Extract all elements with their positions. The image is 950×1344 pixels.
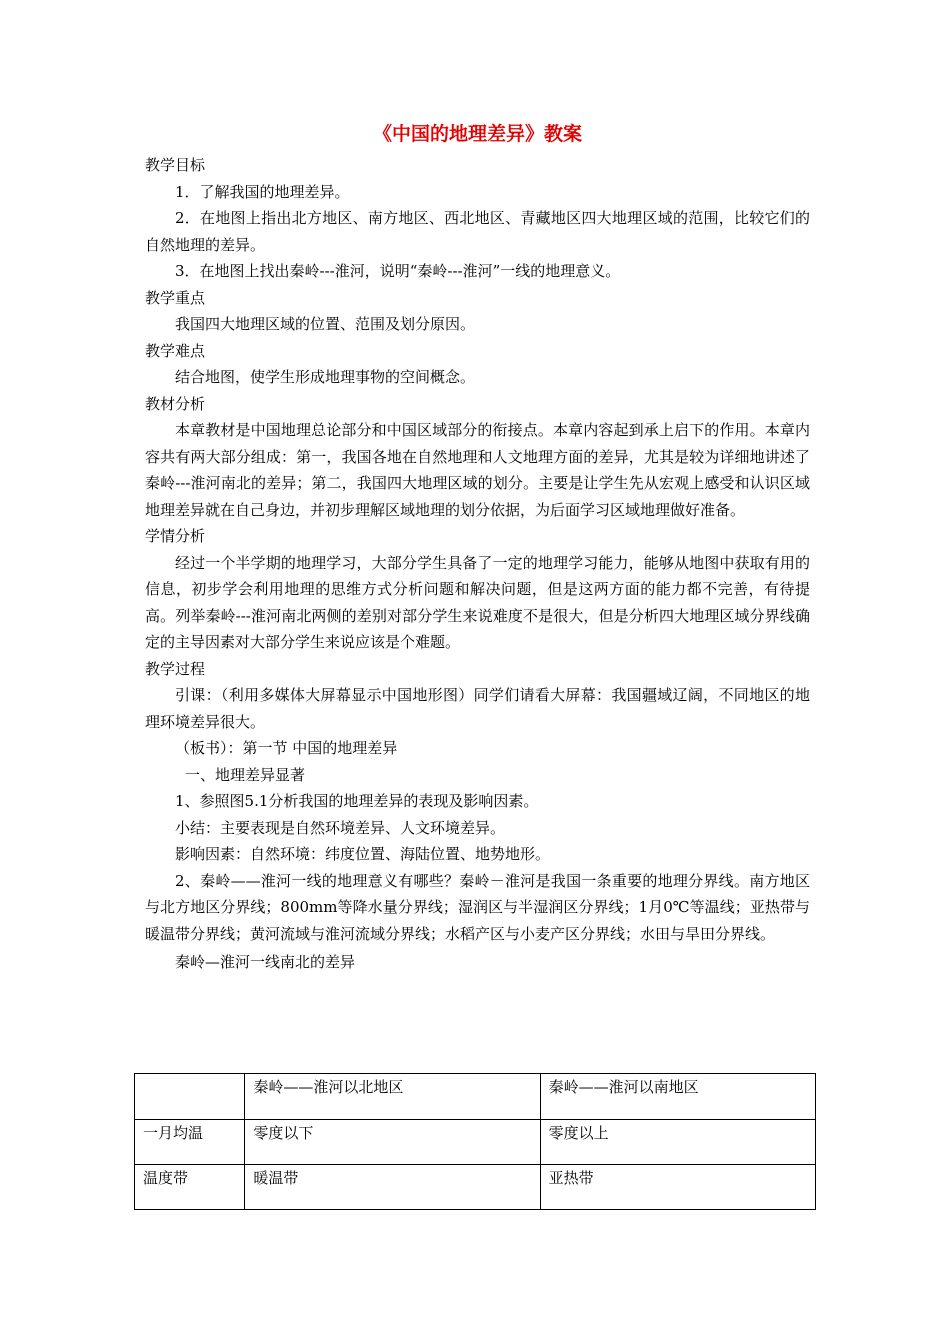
table-row xyxy=(135,1120,816,1165)
document-body xyxy=(145,120,810,976)
table-header-cell xyxy=(135,1074,245,1120)
difficulty-heading: 教学难点 xyxy=(145,341,206,360)
objective-item: 3．在地图上找出秦岭---淮河，说明“秦岭---淮河”一线的地理意义。 xyxy=(175,262,621,280)
table-cell: 温度带 xyxy=(135,1165,245,1210)
process-heading: 教学过程 xyxy=(145,659,206,678)
student-analysis-text: 经过一个半学期的地理学习，大部分学生具备了一定的地理学习能力，能够从地图中获取有用的信息，初步学会利用地理的思维方式分析问题和解决问题，但是这两方面的能力都不完善，有待提高。列举秦岭---淮河南北两侧的差别对部分学生来说难度不是很大，但是分析四大地理区域分界线确定的主导因素对大部分学生来说应该是个难题。 xyxy=(145,553,810,651)
objectives-heading: 教学目标 xyxy=(145,156,206,174)
table-header-cell: 秦岭——淮河以南地区 xyxy=(540,1074,815,1120)
key-points-heading: 教学重点 xyxy=(145,288,206,307)
process-factors: 影响因素：自然环境：纬度位置、海陆位置、地势地形。 xyxy=(175,845,551,863)
table-header-cell: 秦岭——淮河以北地区 xyxy=(245,1074,540,1120)
process-summary: 小结：主要表现是自然环境差异、人文环境差异。 xyxy=(175,818,506,837)
table-row xyxy=(135,1165,816,1210)
table-cell: 一月均温 xyxy=(135,1120,245,1165)
process-step: 2、秦岭——淮河一线的地理意义有哪些？秦岭－淮河是我国一条重要的地理分界线。南方地区与北方地区分界线；800mm等降水量分界线；湿润区与半湿润区分界线；1月0℃等温线；亚热带与暖温带分界线；黄河流域与淮河流域分界线；水稻产区与小麦产区分界线；水田与旱田分界线。 xyxy=(145,871,810,943)
process-subheading: 一、地理差异显著 xyxy=(185,765,306,784)
document-title: 《中国的地理差异》教案 xyxy=(372,123,582,145)
table-cell: 零度以下 xyxy=(245,1120,540,1165)
difficulty-text: 结合地图，使学生形成地理事物的空间概念。 xyxy=(175,368,476,386)
student-analysis-heading: 学情分析 xyxy=(145,527,206,545)
key-points-text: 我国四大地理区域的位置、范围及划分原因。 xyxy=(175,315,476,333)
comparison-table xyxy=(134,1073,816,1210)
process-intro: 引课：（利用多媒体大屏幕显示中国地形图）同学们请看大屏幕：我国疆域辽阔，不同地区的地理环境差异很大。 xyxy=(145,686,810,731)
table-cell: 暖温带 xyxy=(245,1165,540,1210)
material-analysis-text: 本章教材是中国地理总论部分和中国区域部分的衔接点。本章内容起到承上启下的作用。本章内容共有两大部分组成：第一，我国各地在自然地理和人文地理方面的差异，尤其是较为详细地讲述了秦岭---淮河南北的差异；第二，我国四大地理区域的划分。主要是让学生先从宏观上感受和认识区域地理差异就在自己身边，并初步理解区域地理的划分依据，为后面学习区域地理做好准备。 xyxy=(145,421,810,519)
process-board-note: （板书）：第一节 中国的地理差异 xyxy=(175,739,398,757)
process-step: 1、参照图5.1分析我国的地理差异的表现及影响因素。 xyxy=(175,792,539,810)
table-cell: 亚热带 xyxy=(540,1165,815,1210)
objective-item: 2．在地图上指出北方地区、南方地区、西北地区、青藏地区四大地理区域的范围，比较它们的自然地理的差异。 xyxy=(145,209,810,254)
material-analysis-heading: 教材分析 xyxy=(145,394,206,413)
table-caption: 秦岭—淮河一线南北的差异 xyxy=(175,953,356,971)
table-cell: 零度以上 xyxy=(540,1120,815,1165)
objective-item: 1．了解我国的地理差异。 xyxy=(175,182,350,201)
table-header-row xyxy=(135,1074,816,1120)
